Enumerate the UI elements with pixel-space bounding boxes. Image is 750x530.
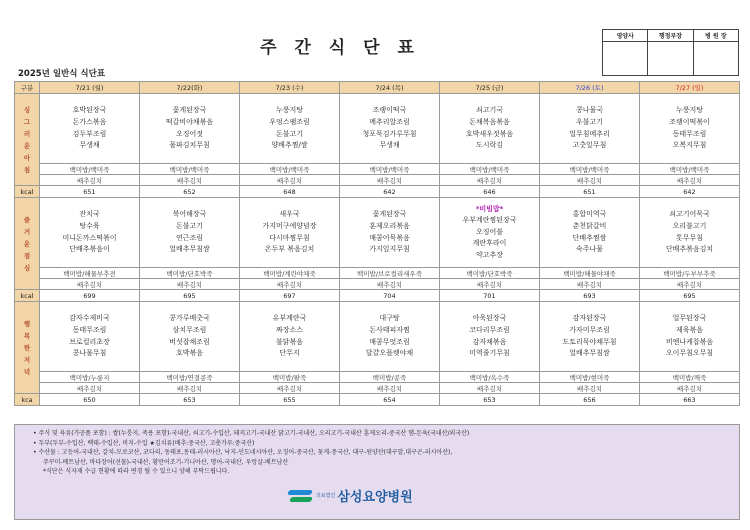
dish-item: 숙주나물 — [575, 245, 604, 254]
kcal-value: 663 — [640, 394, 740, 406]
dish-cell — [340, 198, 440, 268]
dish-item: 호박된장국 — [72, 106, 107, 115]
rice-cell: 백미밥/단호박죽 — [440, 268, 540, 279]
day-header: 7/23 (수) — [240, 82, 340, 94]
kcal-label: kcal — [15, 290, 40, 302]
dish-item: 가지머구에양념장 — [262, 221, 317, 230]
note-line: • 주식 및 육류(가공품 포함) : 쌀(누룽지, 죽용 포함)-국내산, 쇠고기-수입산, 돼지고기-국내산 닭고기-국내산, 오리고기-국내산 훈제오리-중국산 햄-돈육(국내산/외국산) — [33, 430, 470, 437]
dish-item: 매콤어묵볶음 — [369, 233, 410, 242]
dish-item: 도시락김 — [475, 141, 504, 150]
approval-admin: 행정부장 — [648, 30, 693, 42]
kimchi-cell: 배추김치 — [40, 383, 140, 394]
dish-item: 감자채볶음 — [472, 337, 507, 346]
day-header: 7/21 (월) — [40, 82, 140, 94]
notes-box — [14, 424, 740, 520]
dish-item: 춘천닭갈비 — [572, 221, 607, 230]
meal-fixed2-row — [15, 383, 740, 394]
day-header: 7/24 (목) — [340, 82, 440, 94]
logo-small-text: 의료법인 — [316, 492, 336, 499]
kimchi-cell: 배추김치 — [540, 279, 640, 290]
dish-item: 꽃게된장국 — [172, 106, 207, 115]
kcal-value: 653 — [140, 394, 240, 406]
kcal-value: 642 — [640, 186, 740, 198]
dish-item: 돈채복음볶음 — [469, 117, 510, 126]
dish-item: 돈가스볶음 — [72, 117, 107, 126]
note-line: • 수산물 : 고등어-국내산, 갈치-모로코산, 코다리, 동태포,동태-러시아산, 낙지-인도네시아산, 오징어-중국산, 꽃게-중국산, 대구-원양산(대구알,대구곤-러시아산), — [33, 449, 453, 456]
dish-item: 김두부조림 — [72, 129, 107, 138]
day-header: 7/25 (금) — [440, 82, 540, 94]
kimchi-cell: 배추김치 — [540, 175, 640, 186]
kcal-row — [15, 186, 740, 198]
dish-item: 돈사태피자찜 — [369, 325, 410, 334]
meal-fixed1-row — [15, 372, 740, 383]
dish-item: 가지잎지무침 — [369, 245, 410, 254]
kcal-value: 646 — [440, 186, 540, 198]
kcal-value: 697 — [240, 290, 340, 302]
dish-item: 제육볶음 — [675, 325, 704, 334]
header-label: 구분 — [15, 82, 40, 94]
page-title: 주 간 식 단 표 — [260, 38, 420, 58]
dish-item: 꽃게된장국 — [372, 210, 407, 219]
dish-item: 동태무조림 — [72, 325, 107, 334]
kcal-value: 695 — [640, 290, 740, 302]
sign-cell — [648, 42, 693, 76]
dish-item: 얼무침메추리 — [569, 129, 610, 138]
dish-item: 호박새우젓볶음 — [465, 129, 514, 138]
dish-item: 조랭이떡볶이 — [669, 117, 710, 126]
day-header-saturday: 7/26 (토) — [540, 82, 640, 94]
dish-item: 오복지무침 — [672, 141, 707, 150]
dish-cell — [440, 302, 540, 372]
dish-item: 오징어불 — [475, 227, 504, 236]
kcal-value: 695 — [140, 290, 240, 302]
header-row — [15, 82, 740, 94]
meal-fixed1-row — [15, 268, 740, 279]
dish-item: 돈불고기 — [175, 221, 204, 230]
kimchi-cell: 배추김치 — [40, 279, 140, 290]
dish-item: 온두부 볶음김치 — [264, 245, 315, 254]
dish-cell — [140, 302, 240, 372]
dish-cell — [540, 198, 640, 268]
day-header: 7/22(화) — [140, 82, 240, 94]
kimchi-cell: 배추김치 — [340, 383, 440, 394]
dish-item: 단무지 — [279, 349, 300, 358]
dish-item: 잔치국 — [79, 210, 100, 219]
day-header-sunday: 7/27 (일) — [640, 82, 740, 94]
dish-item: 아욱된장국 — [472, 314, 507, 323]
kcal-row — [15, 394, 740, 406]
dish-item: 미역줄기무침 — [469, 349, 510, 358]
kimchi-cell: 배추김치 — [440, 175, 540, 186]
kimchi-cell: 배추김치 — [440, 279, 540, 290]
kimchi-cell: 배추김치 — [640, 383, 740, 394]
dish-item: 돈불고기 — [275, 129, 304, 138]
approval-dietitian: 영양사 — [603, 30, 648, 42]
rice-cell: 백미밥/누룽지 — [40, 372, 140, 383]
dish-cell — [440, 94, 540, 164]
kimchi-cell: 배추김치 — [640, 279, 740, 290]
rice-cell: 백미밥/콩죽 — [340, 372, 440, 383]
note-line: *식단은 식자재 수급 현황에 따라 변경 될 수 있으니 양해 부탁드립니다. — [43, 468, 230, 475]
rice-cell: 백미밥/해물야채죽 — [540, 268, 640, 279]
dish-item: 달걀오믈렛야채 — [365, 349, 414, 358]
dish-item: 단배추볶음이 — [69, 245, 110, 254]
dish-item: 훈제오리볶음 — [369, 221, 410, 230]
meal-label: 행 복 한 저 녁 — [15, 302, 40, 394]
rice-cell: 백미밥/백미죽 — [340, 164, 440, 175]
logo-swoosh-icon — [288, 487, 312, 505]
dish-cell — [340, 94, 440, 164]
dish-cell — [440, 198, 540, 268]
rice-cell: 백미밥/백미죽 — [240, 164, 340, 175]
dish-item: 브로컬리초장 — [69, 337, 110, 346]
kcal-value: 650 — [40, 394, 140, 406]
dish-cell — [140, 94, 240, 164]
dish-item: 고춧잎무침 — [572, 141, 607, 150]
dish-cell — [340, 302, 440, 372]
dish-cell — [640, 198, 740, 268]
kimchi-cell: 배추김치 — [40, 175, 140, 186]
meal-label: 싱 그 러 운 아 침 — [15, 94, 40, 186]
meal-dishes-row — [15, 94, 740, 164]
rice-cell: 백미밥/연결콩죽 — [140, 372, 240, 383]
dish-cell — [40, 94, 140, 164]
rice-cell: 백미밥/백미죽 — [140, 164, 240, 175]
dish-cell — [540, 94, 640, 164]
dish-cell — [540, 302, 640, 372]
dish-cell — [40, 198, 140, 268]
dish-item: 다시마찜무침 — [269, 233, 310, 242]
rice-cell: 백미밥/계란야채죽 — [240, 268, 340, 279]
dish-item: 청포묵김가루무침 — [362, 129, 417, 138]
menu-subtitle: 2025년 일반식 식단표 — [18, 69, 106, 79]
rice-cell: 백미밥/옥수죽 — [440, 372, 540, 383]
meal-dishes-row — [15, 302, 740, 372]
dish-item: 무생채 — [379, 141, 400, 150]
rice-cell: 백미밥/깨죽 — [640, 372, 740, 383]
weekly-menu-table — [14, 81, 740, 406]
dish-item: 새우국 — [279, 210, 300, 219]
kimchi-cell: 배추김치 — [340, 175, 440, 186]
hospital-logo — [288, 486, 413, 505]
dish-item: 버섯잡채조림 — [169, 337, 210, 346]
dish-item: 콩가루배춧국 — [169, 314, 210, 323]
dish-item: 유부계란국 — [272, 314, 307, 323]
dish-item: 톳무무침 — [675, 233, 704, 242]
dish-item: 떡갈비야채볶음 — [165, 117, 214, 126]
dish-item: 연근조림 — [175, 233, 204, 242]
dish-item: 콩나물무침 — [72, 349, 107, 358]
kcal-value: 652 — [140, 186, 240, 198]
dish-item: 불닭볶음 — [275, 337, 304, 346]
kimchi-cell: 배추김치 — [540, 383, 640, 394]
dish-item: 오리불고기 — [672, 221, 707, 230]
meal-fixed2-row — [15, 279, 740, 290]
dish-item: 물파김치무침 — [169, 141, 210, 150]
dish-item: 오징어젓 — [175, 129, 204, 138]
kcal-value: 648 — [240, 186, 340, 198]
kimchi-cell: 배추김치 — [240, 279, 340, 290]
rice-cell: 백미밥/팥죽 — [240, 372, 340, 383]
dish-item: 무생채 — [79, 141, 100, 150]
rice-cell: 백미밥/브로컬리새우죽 — [340, 268, 440, 279]
dish-item: 코다리무조림 — [469, 325, 510, 334]
rice-cell: 백미밥/단호박죽 — [140, 268, 240, 279]
logo-text: 삼성요양병원 — [337, 490, 413, 505]
dish-item: 대구탕 — [379, 314, 400, 323]
kimchi-cell: 배추김치 — [140, 175, 240, 186]
dish-item: 단배추찜쌈 — [572, 233, 607, 242]
dish-item: 감자수제비국 — [69, 314, 110, 323]
dish-item: 얼배추무침쌈 — [569, 349, 610, 358]
dish-item: 단배추볶음김치 — [665, 245, 714, 254]
rice-cell: 백미밥/백미죽 — [440, 164, 540, 175]
meal-label: 즐 거 운 점 심 — [15, 198, 40, 290]
kimchi-cell: 배추김치 — [140, 383, 240, 394]
dish-cell — [640, 94, 740, 164]
dish-item: 조랭이떡국 — [372, 106, 407, 115]
dish-item: 우부계란찜된장국 — [462, 216, 517, 225]
dish-cell — [140, 198, 240, 268]
dish-item: 양배추찜/쌈 — [271, 141, 308, 150]
dish-cell — [240, 94, 340, 164]
kcal-label: kca — [15, 394, 40, 406]
rice-cell: 백미밥/백미죽 — [540, 164, 640, 175]
rice-cell: 백미밥/백미죽 — [40, 164, 140, 175]
dish-item: 약고추장 — [475, 250, 504, 259]
sign-cell — [603, 42, 648, 76]
rice-cell: 백미밥/현미죽 — [540, 372, 640, 383]
meal-dishes-row — [15, 198, 740, 268]
kimchi-cell: 배추김치 — [140, 279, 240, 290]
kimchi-cell: 배추김치 — [440, 383, 540, 394]
dish-item: 누룽지탕 — [675, 106, 704, 115]
dish-cell — [640, 302, 740, 372]
rice-cell: 백미밥/백미죽 — [640, 164, 740, 175]
sign-cell — [693, 42, 738, 76]
meal-fixed2-row — [15, 175, 740, 186]
kcal-value: 704 — [340, 290, 440, 302]
dish-item: 얼배추무침쌈 — [169, 245, 210, 254]
dish-item: 삼치무조림 — [172, 325, 207, 334]
approval-box — [602, 29, 739, 76]
dish-item: 미니돈까스떡볶이 — [62, 233, 117, 242]
dish-item: 북어해장국 — [172, 210, 207, 219]
dish-item: 호박볶음 — [175, 349, 204, 358]
kcal-value: 651 — [540, 186, 640, 198]
dish-item: 가자미무조림 — [569, 325, 610, 334]
dish-item: 탕수육 — [79, 221, 100, 230]
kimchi-cell: 배추김치 — [240, 175, 340, 186]
note-line: • 두부(두부-수입산, 백태-수입산, 비지-수입 ★김치류(배추:중국산, 고춧가루:중국산) — [33, 439, 255, 447]
dish-item: 매콤무엇조림 — [369, 337, 410, 346]
kcal-value: 701 — [440, 290, 540, 302]
kcal-value: 656 — [540, 394, 640, 406]
kcal-label: kcal — [15, 186, 40, 198]
kimchi-cell: 배추김치 — [240, 383, 340, 394]
kcal-row — [15, 290, 740, 302]
meal-fixed1-row — [15, 164, 740, 175]
note-line: 주꾸미-베트남산, 바다장어(선물)-국내산, 황만어조기-기니아산, 명어-국내산, 우렁살-베트남산 — [43, 458, 289, 466]
kcal-value: 653 — [440, 394, 540, 406]
dish-item: 우엉스팸조림 — [269, 117, 310, 126]
dish-item: 계란후라이 — [472, 239, 507, 248]
menu-note: *비빔밥* — [475, 204, 504, 213]
kcal-value: 654 — [340, 394, 440, 406]
dish-item: 도토리묵야채무침 — [562, 337, 617, 346]
kcal-value: 655 — [240, 394, 340, 406]
kcal-value: 699 — [40, 290, 140, 302]
kimchi-cell: 배추김치 — [340, 279, 440, 290]
dish-item: 쇠고기국 — [475, 106, 504, 115]
dish-item: 오이무침오무침 — [665, 349, 714, 358]
dish-item: 감자된장국 — [572, 314, 607, 323]
kcal-value: 693 — [540, 290, 640, 302]
dish-item: 메추리알조림 — [369, 117, 410, 126]
dish-cell — [240, 198, 340, 268]
dish-item: 비엔나케찹볶음 — [665, 337, 714, 346]
rice-cell: 백미밥/해물부추전 — [40, 268, 140, 279]
rice-cell: 백미밥/두부부추죽 — [640, 268, 740, 279]
kcal-value: 651 — [40, 186, 140, 198]
kcal-value: 642 — [340, 186, 440, 198]
dish-item: 홍합미역국 — [572, 210, 607, 219]
dish-item: 누룽지탕 — [275, 106, 304, 115]
dish-item: 얼무된장국 — [672, 314, 707, 323]
dish-cell — [40, 302, 140, 372]
dish-item: 쇠고기어묵국 — [669, 210, 710, 219]
dish-cell — [240, 302, 340, 372]
dish-item: 우불고기 — [575, 117, 604, 126]
dish-item: 동태무조림 — [672, 129, 707, 138]
dish-item: 콩나물국 — [575, 106, 604, 115]
approval-director: 병 원 장 — [693, 30, 738, 42]
kimchi-cell: 배추김치 — [640, 175, 740, 186]
dish-item: 짜장소스 — [275, 325, 304, 334]
